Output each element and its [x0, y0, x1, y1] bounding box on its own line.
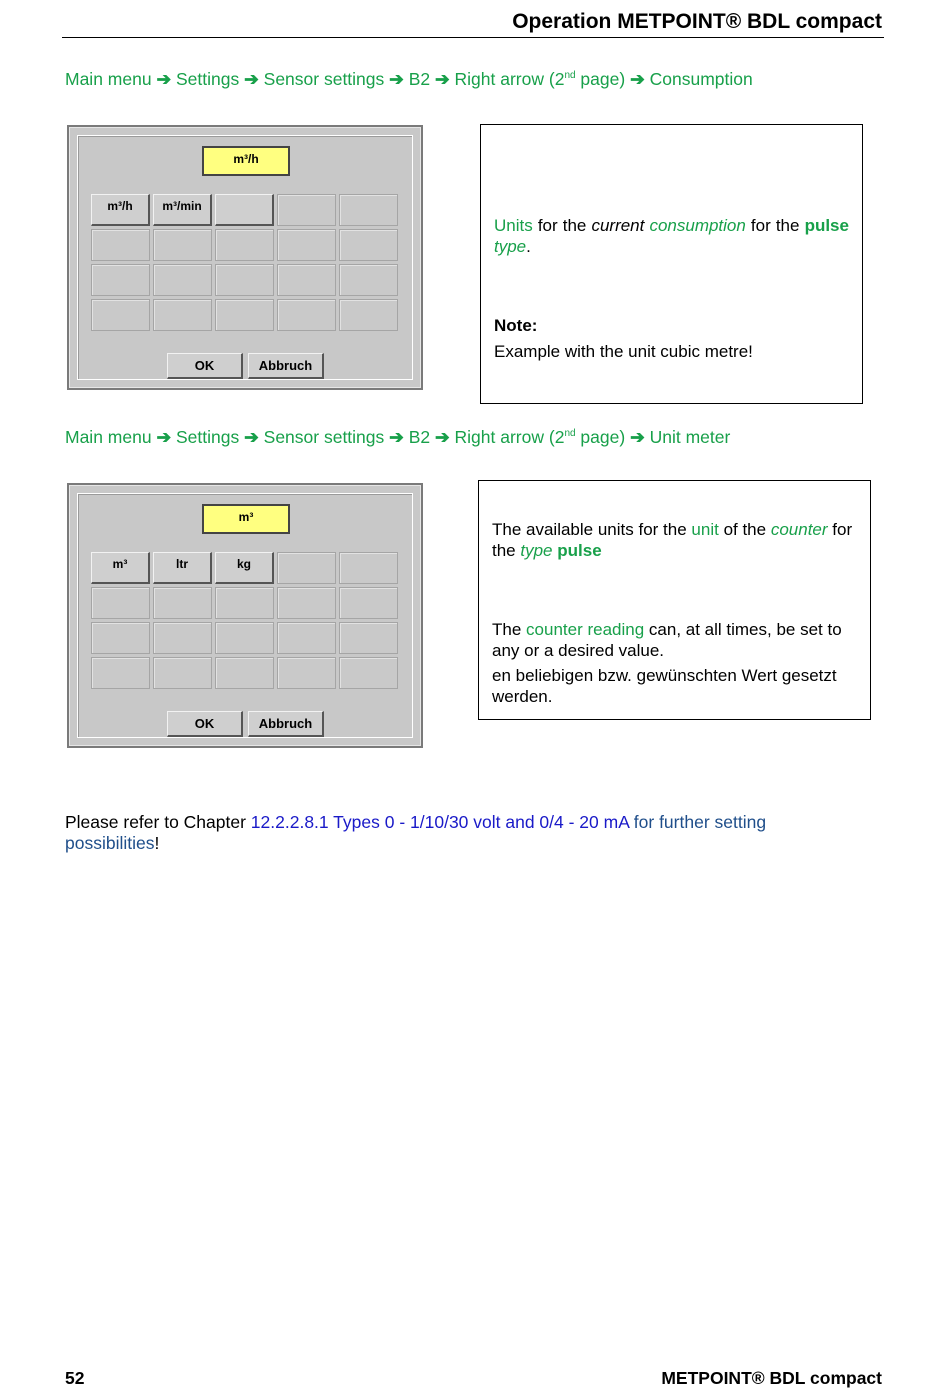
empty-cell [339, 622, 398, 654]
empty-cell [277, 264, 336, 296]
cancel-button[interactable]: Abbruch [248, 711, 324, 737]
empty-cell [277, 552, 336, 584]
unit-key[interactable]: m³/min [153, 194, 212, 226]
crumb-main-menu: Main menu [65, 427, 152, 447]
empty-cell [91, 587, 150, 619]
empty-cell [215, 587, 274, 619]
ok-button[interactable]: OK [167, 711, 243, 737]
empty-cell [339, 657, 398, 689]
header-rule [62, 37, 884, 38]
crumb-b2: B2 [408, 427, 431, 447]
empty-cell [277, 622, 336, 654]
info-paragraph: en beliebigen bzw. gewünschten Wert gesetzt werden. [492, 666, 837, 706]
page-number: 52 [65, 1368, 85, 1388]
unit-key[interactable]: m³ [91, 552, 150, 584]
empty-cell [153, 587, 212, 619]
unit-key[interactable]: kg [215, 552, 274, 584]
info-paragraph: Units for the current consumption for the pulse type. [494, 216, 849, 256]
empty-cell [277, 657, 336, 689]
empty-cell [339, 264, 398, 296]
empty-cell [91, 657, 150, 689]
unit-key[interactable]: ltr [153, 552, 212, 584]
arrow-icon: ➔ [156, 427, 172, 447]
empty-cell [277, 299, 336, 331]
empty-cell [153, 622, 212, 654]
arrow-icon: ➔ [630, 69, 645, 89]
crumb-settings: Settings [176, 427, 240, 447]
breadcrumb-unit-meter [65, 427, 730, 448]
arrow-icon: ➔ [244, 69, 259, 89]
info-box-unit-meter [478, 480, 871, 720]
empty-cell [91, 299, 150, 331]
empty-cell [339, 194, 398, 226]
note-text: Example with the unit cubic metre! [494, 342, 753, 361]
unit-key-grid [91, 194, 398, 331]
empty-cell [153, 264, 212, 296]
empty-cell [339, 299, 398, 331]
note-label: Note: [494, 316, 538, 335]
chapter-reference [65, 812, 825, 854]
empty-cell [91, 264, 150, 296]
empty-cell [91, 622, 150, 654]
empty-cell [153, 657, 212, 689]
crumb-sensor-settings: Sensor settings [263, 69, 385, 89]
info-paragraph: The available units for the unit of the counter for the type pulse [492, 520, 853, 560]
empty-cell [339, 587, 398, 619]
unit-key-grid [91, 552, 398, 689]
arrow-icon: ➔ [244, 427, 259, 447]
crumb-right-arrow: Right arrow (2nd page) [454, 69, 626, 89]
unit-key[interactable]: m³/h [91, 194, 150, 226]
info-paragraph: The counter reading can, at all times, be set to any or a desired value. [492, 620, 842, 660]
unit-display: m³/h [202, 146, 290, 176]
crumb-sensor-settings: Sensor settings [263, 427, 385, 447]
empty-cell [215, 299, 274, 331]
empty-cell [91, 229, 150, 261]
empty-cell [277, 229, 336, 261]
crumb-target: Consumption [649, 69, 753, 89]
crumb-right-arrow: Right arrow (2nd page) [454, 427, 626, 447]
breadcrumb-consumption [65, 69, 753, 90]
info-box-consumption [480, 124, 863, 404]
chapter-link[interactable]: 12.2.2.8.1 Types 0 - 1/10/30 volt and 0/4 - 20 mA [250, 812, 629, 832]
empty-cell [215, 264, 274, 296]
unit-display: m³ [202, 504, 290, 534]
footer-title: METPOINT® BDL compact [661, 1368, 882, 1388]
empty-cell [215, 229, 274, 261]
empty-cell [339, 552, 398, 584]
cancel-button[interactable]: Abbruch [248, 353, 324, 379]
empty-cell [215, 622, 274, 654]
arrow-icon: ➔ [434, 69, 450, 89]
empty-cell [153, 229, 212, 261]
crumb-target: Unit meter [649, 427, 731, 447]
empty-cell [153, 299, 212, 331]
reference-suffix: for further setting possibilities [65, 812, 767, 853]
device-screen-unit-meter [67, 483, 423, 748]
reference-prefix: Please refer to Chapter [65, 812, 251, 832]
page-header-title: Operation METPOINT® BDL compact [512, 10, 882, 33]
arrow-icon: ➔ [434, 427, 450, 447]
arrow-icon: ➔ [630, 427, 645, 447]
arrow-icon: ➔ [389, 69, 404, 89]
device-screen-consumption [67, 125, 423, 390]
empty-cell [277, 587, 336, 619]
ok-button[interactable]: OK [167, 353, 243, 379]
crumb-main-menu: Main menu [65, 69, 152, 89]
crumb-settings: Settings [176, 69, 240, 89]
arrow-icon: ➔ [156, 69, 172, 89]
arrow-icon: ➔ [389, 427, 404, 447]
unit-key-empty[interactable] [215, 194, 274, 226]
empty-cell [339, 229, 398, 261]
empty-cell [277, 194, 336, 226]
empty-cell [215, 657, 274, 689]
reference-end: ! [154, 833, 160, 853]
crumb-b2: B2 [408, 69, 431, 89]
